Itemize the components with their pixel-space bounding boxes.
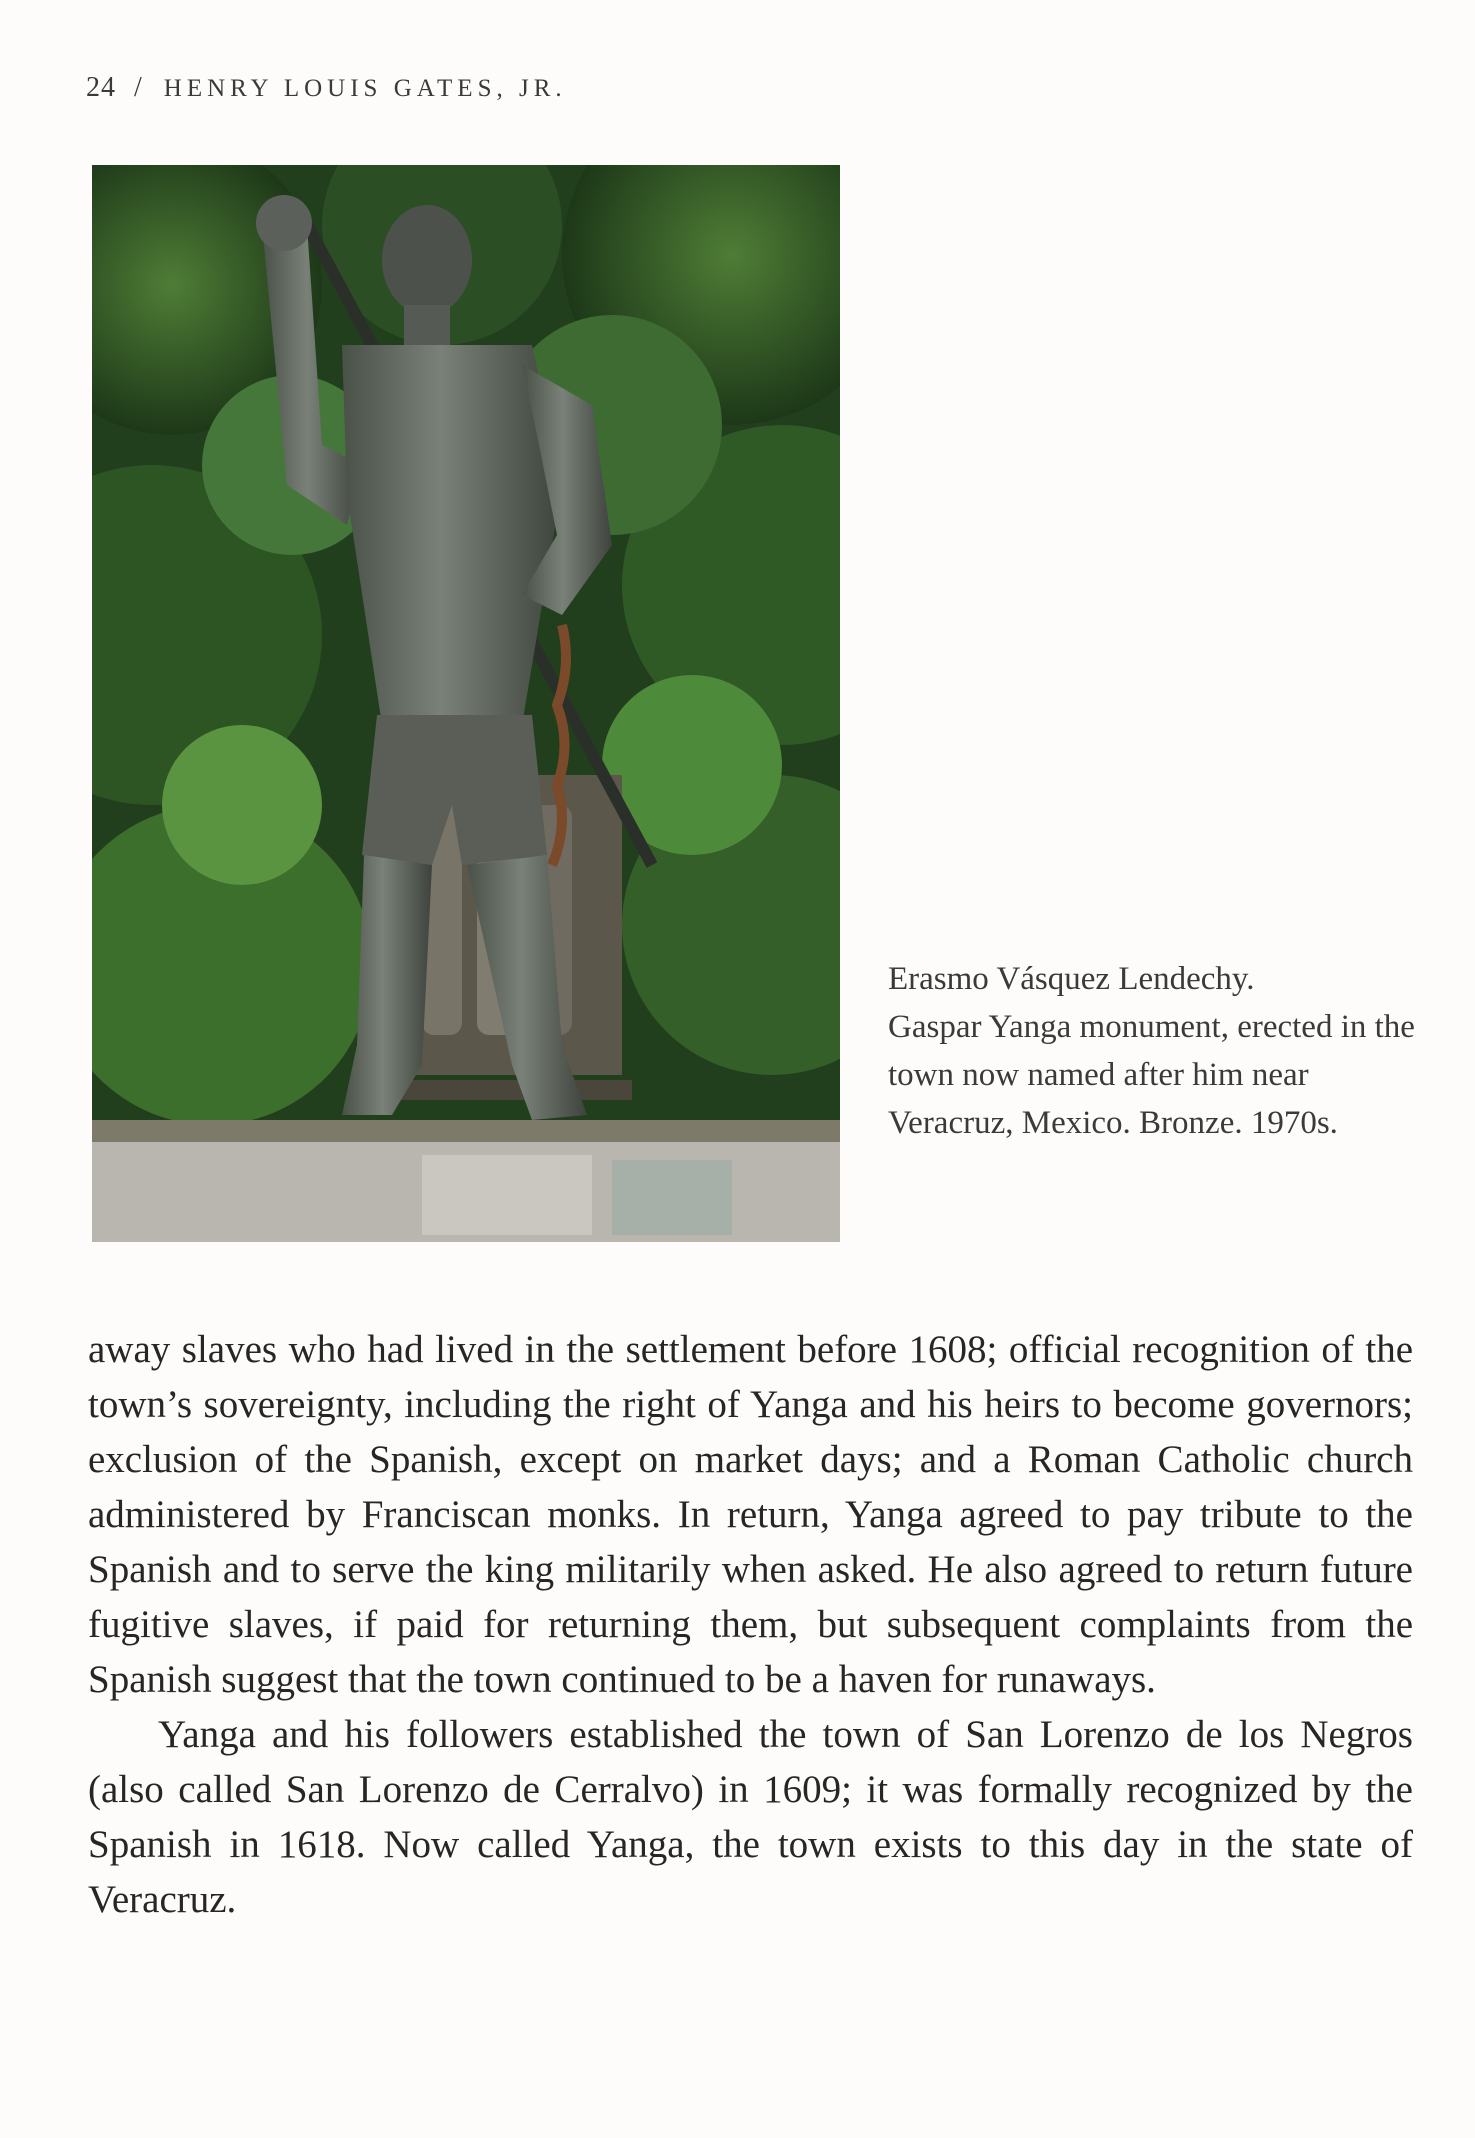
- body-paragraph-2: Yanga and his followers established the town of San Lorenzo de los Negros (also called San Lorenzo de Cerralvo) in 1609; it was formally recognized by the Spanish in 1618. Now called Yanga, the town exists to this day in the state of Veracruz.: [88, 1713, 1413, 1921]
- caption-artist: Erasmo Vásquez Lendechy.: [888, 961, 1255, 997]
- header-separator: /: [134, 72, 146, 103]
- header-author: HENRY LOUIS GATES, JR.: [163, 75, 567, 102]
- statue-photograph: [92, 165, 840, 1242]
- body-text: [88, 1322, 1413, 1927]
- body-paragraph-1: away slaves who had lived in the settlement before 1608; official recognition of the town’s sovereignty, including the right of Yanga and his heirs to become governors; exclusion of the Spanish, except on market days; and a Roman Catholic church administered by Franciscan monks. In return, Yanga agreed to pay tribute to the Spanish and to serve the king militarily when asked. He also agreed to return future fugitive slaves, if paid for returning them, but subsequent complaints from the Spanish suggest that the town continued to be a haven for runaways.: [88, 1328, 1413, 1701]
- caption-description: Gaspar Yanga monument, erected in the town now named after him near Veracruz, Mexico. Bronze. 1970s.: [888, 1009, 1415, 1141]
- figure-caption: [888, 955, 1428, 1147]
- page-number: 24: [86, 72, 116, 103]
- statue-illustration: [92, 165, 840, 1242]
- running-header: [86, 72, 567, 104]
